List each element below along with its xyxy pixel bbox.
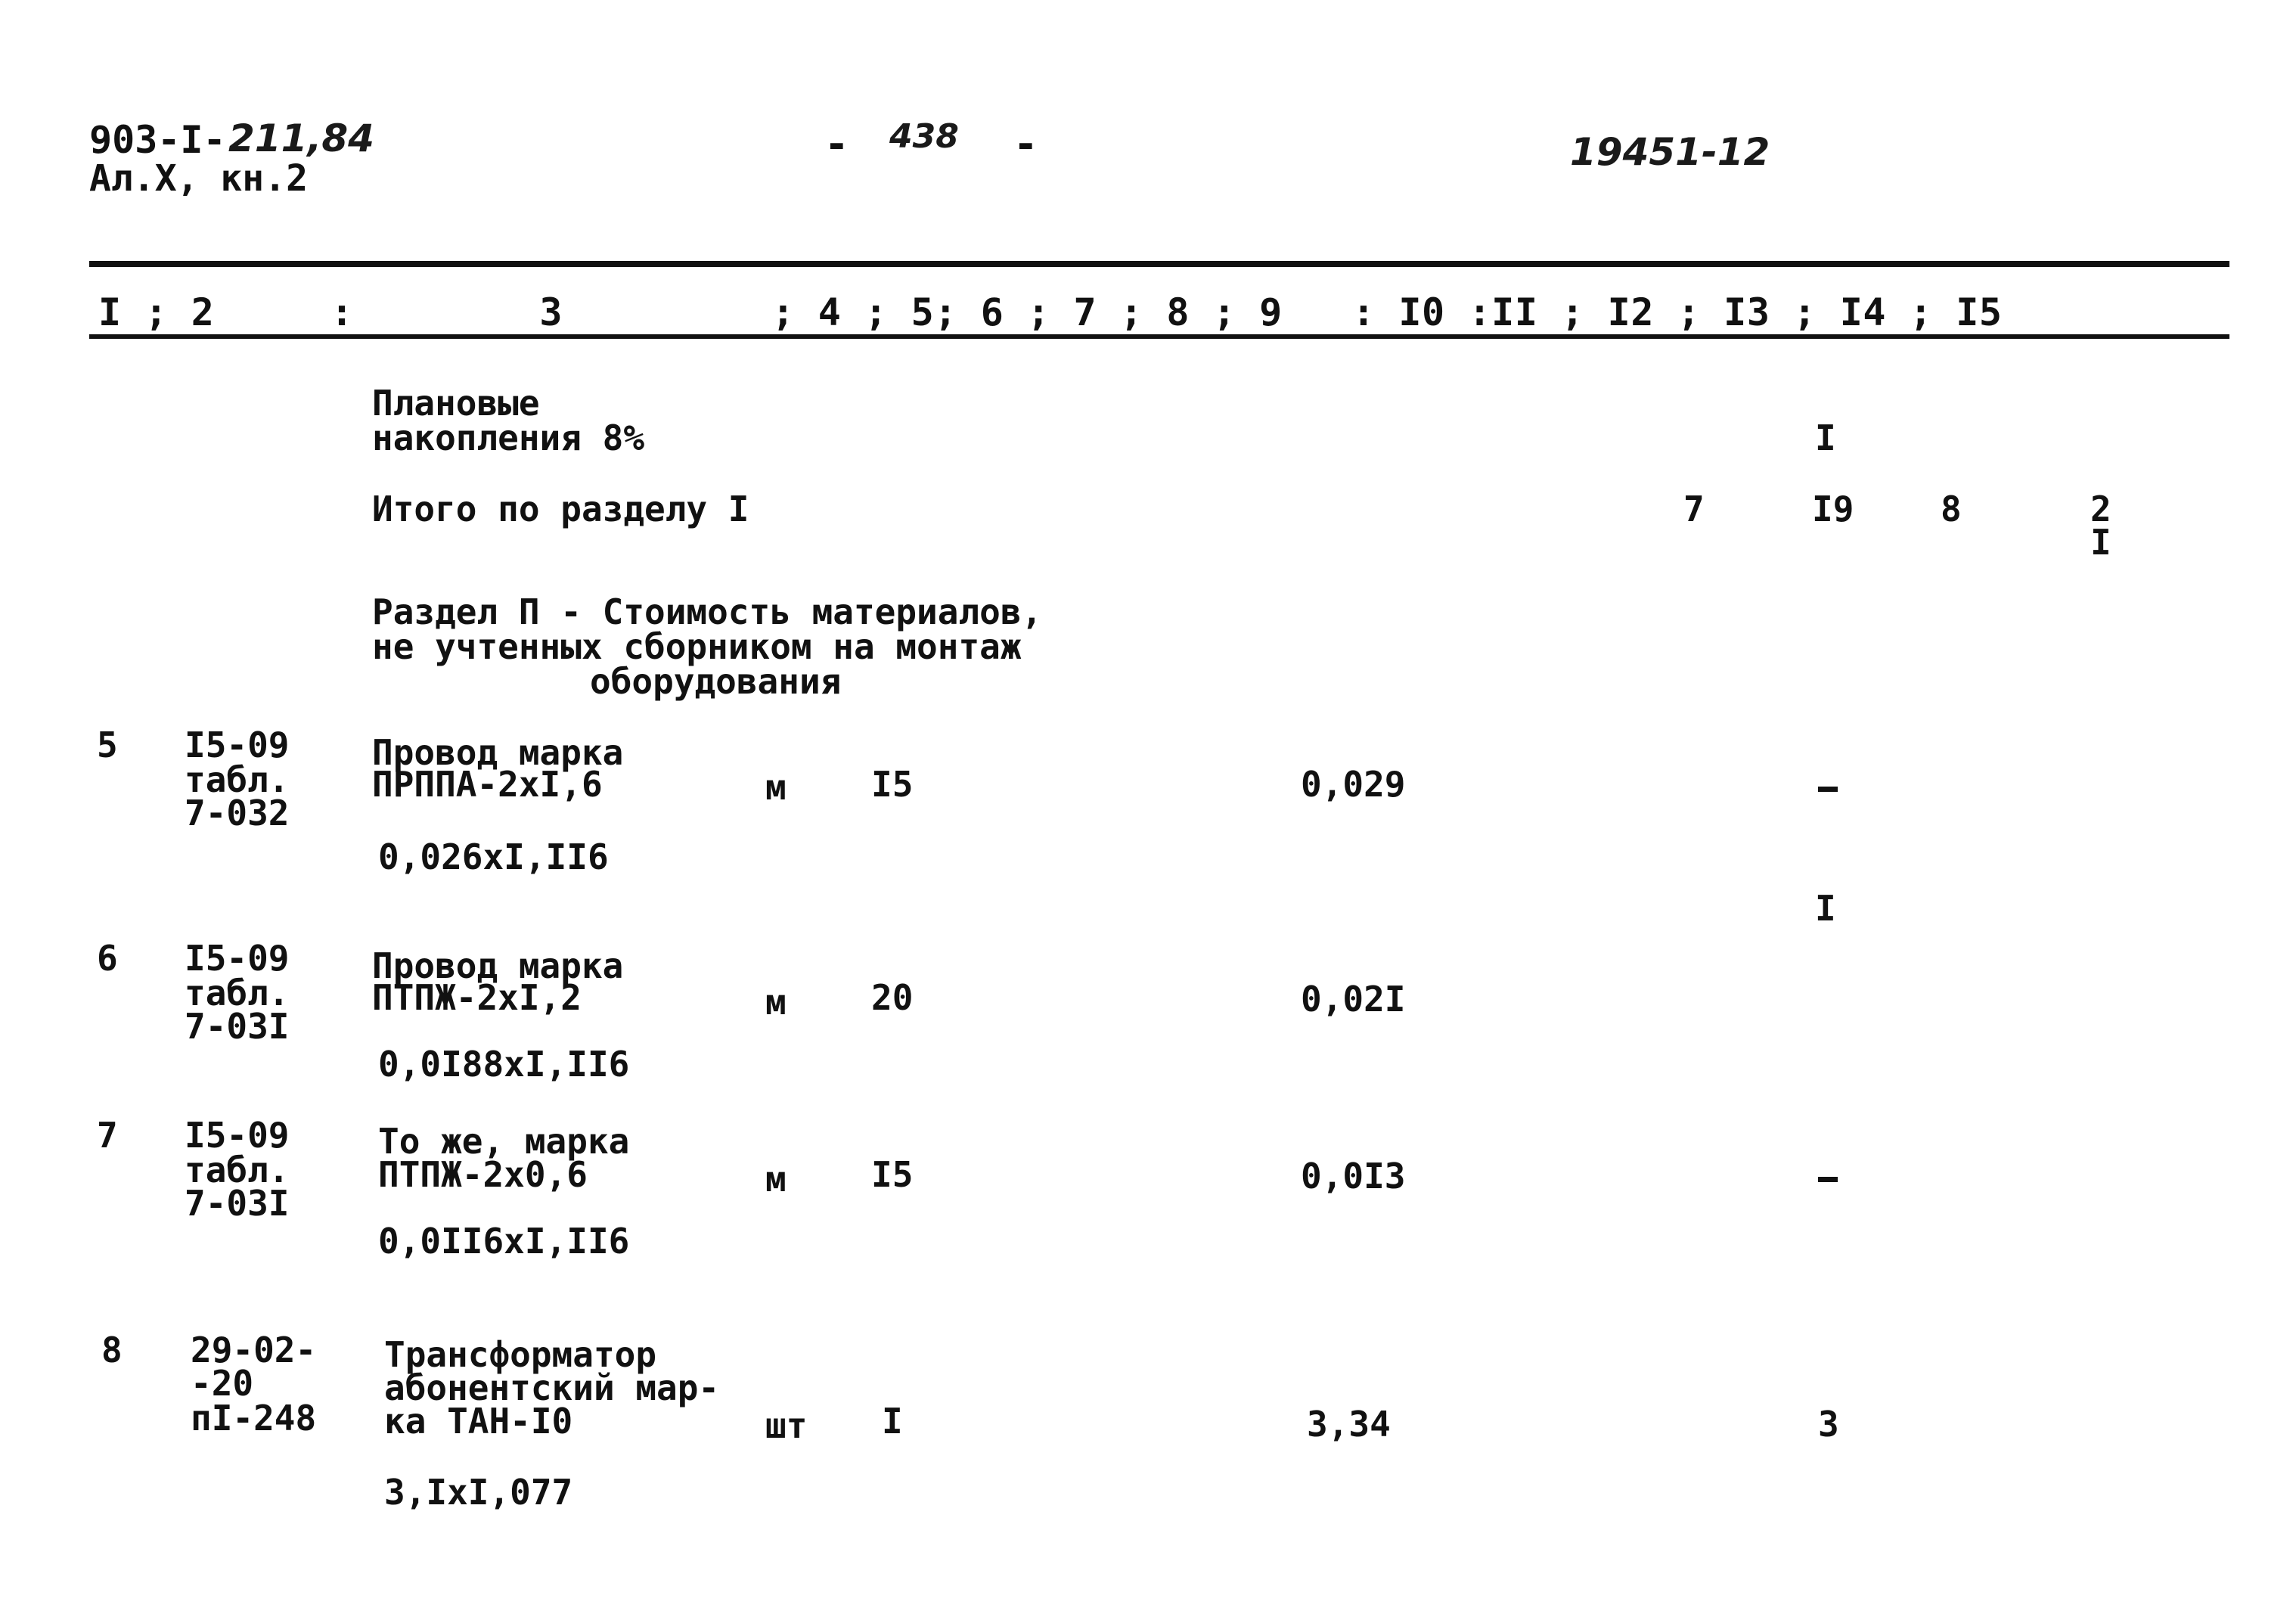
row-8-unit-price: 3,34 — [1307, 1404, 1391, 1445]
row-6-quantity: 20 — [871, 977, 914, 1018]
row-8-ref-line3: пI-248 — [191, 1398, 317, 1439]
row-8-name-line2: абонентский мар- — [384, 1367, 720, 1408]
row-7-calculation: 0,0II6хI,II6 — [378, 1221, 630, 1262]
section-total-c14: 8 — [1941, 489, 1962, 529]
table-top-rule — [89, 261, 2229, 267]
row-5-c13-extra: I — [1815, 888, 1836, 929]
row-6-unit-price: 0,02I — [1301, 979, 1406, 1020]
row-8-quantity: I — [882, 1401, 903, 1442]
row-5-calculation: 0,026хI,II6 — [378, 836, 609, 877]
planned-accumulations-label-line2: накопления 8% — [372, 417, 645, 458]
section-total-c13: I9 — [1812, 489, 1854, 529]
row-8-unit: шт — [765, 1405, 808, 1446]
row-5-name-line2: ПРППА-2хI,6 — [372, 764, 603, 805]
column-header-row: I ; 2 : 3 ; 4 ; 5; 6 ; 7 ; 8 ; 9 : I0 :II ; I2 ; I3 ; I4 ; I5 — [98, 290, 2003, 334]
row-6-ref-line2: табл. — [185, 973, 290, 1013]
row-5-ref-line1: I5-09 — [185, 725, 290, 765]
row-6-calculation: 0,0I88хI,II6 — [378, 1044, 630, 1085]
album-book-line: Ал.X, кн.2 — [89, 157, 308, 200]
row-5-number: 5 — [97, 725, 118, 765]
section-total-c15-bottom: I — [2090, 522, 2111, 563]
page-number: 438 — [889, 117, 959, 156]
row-7-name-line1: То же, марка — [378, 1121, 630, 1162]
table-header-bottom-rule — [89, 334, 2229, 339]
row-8-ref-line2: -20 — [191, 1363, 254, 1404]
section-total-label: Итого по разделу I — [372, 489, 749, 529]
row-5-unit-price: 0,029 — [1301, 764, 1406, 805]
page-dash-right: - — [1013, 120, 1038, 168]
reference-number: 19451-12 — [1570, 130, 1770, 174]
row-6-name-line2: ПТПЖ-2хI,2 — [372, 977, 582, 1018]
row-7-number: 7 — [97, 1115, 118, 1156]
row-8-c13: 3 — [1818, 1404, 1839, 1445]
section-title-line3: оборудования — [590, 661, 842, 702]
row-7-unit: м — [765, 1159, 787, 1200]
row-7-ref-line2: табл. — [185, 1150, 290, 1190]
row-7-name-line2: ПТПЖ-2х0,6 — [378, 1154, 588, 1195]
planned-accumulations-c13: I — [1815, 417, 1836, 458]
document-code-printed: 903-I- — [89, 118, 226, 162]
row-8-name-line3: ка ТАН-I0 — [384, 1401, 573, 1442]
row-7-quantity: I5 — [871, 1154, 914, 1195]
row-5-ref-line2: табл. — [185, 759, 290, 800]
section-total-c15-top: 2 — [2090, 489, 2111, 529]
row-8-number: 8 — [101, 1330, 123, 1370]
row-5-unit: м — [765, 767, 787, 808]
row-7-c13-dash — [1818, 1177, 1838, 1182]
planned-accumulations-label-line1: Плановые — [372, 383, 540, 424]
row-6-ref-line1: I5-09 — [185, 938, 290, 979]
row-5-ref-line3: 7-032 — [185, 793, 290, 833]
row-8-calculation: 3,IхI,077 — [384, 1472, 573, 1513]
row-6-number: 6 — [97, 938, 118, 979]
page-dash-left: - — [824, 120, 849, 168]
row-8-ref-line1: 29-02- — [191, 1330, 317, 1370]
row-6-ref-line3: 7-03I — [185, 1006, 290, 1047]
row-7-ref-line3: 7-03I — [185, 1183, 290, 1224]
row-5-name-line1: Провод марка — [372, 732, 624, 773]
row-5-quantity: I5 — [871, 764, 914, 805]
section-total-c12: 7 — [1683, 489, 1705, 529]
section-title-line1: Раздел П - Стоимость материалов, — [372, 591, 1043, 632]
row-7-unit-price: 0,0I3 — [1301, 1156, 1406, 1196]
document-code-handwritten: 211,84 — [228, 116, 374, 160]
row-5-c13-dash — [1818, 787, 1838, 792]
row-6-unit: м — [765, 982, 787, 1023]
section-title-line2: не учтенных сборником на монтаж — [372, 626, 1022, 667]
row-8-name-line1: Трансформатор — [384, 1334, 657, 1375]
row-7-ref-line1: I5-09 — [185, 1115, 290, 1156]
row-6-name-line1: Провод марка — [372, 945, 624, 986]
